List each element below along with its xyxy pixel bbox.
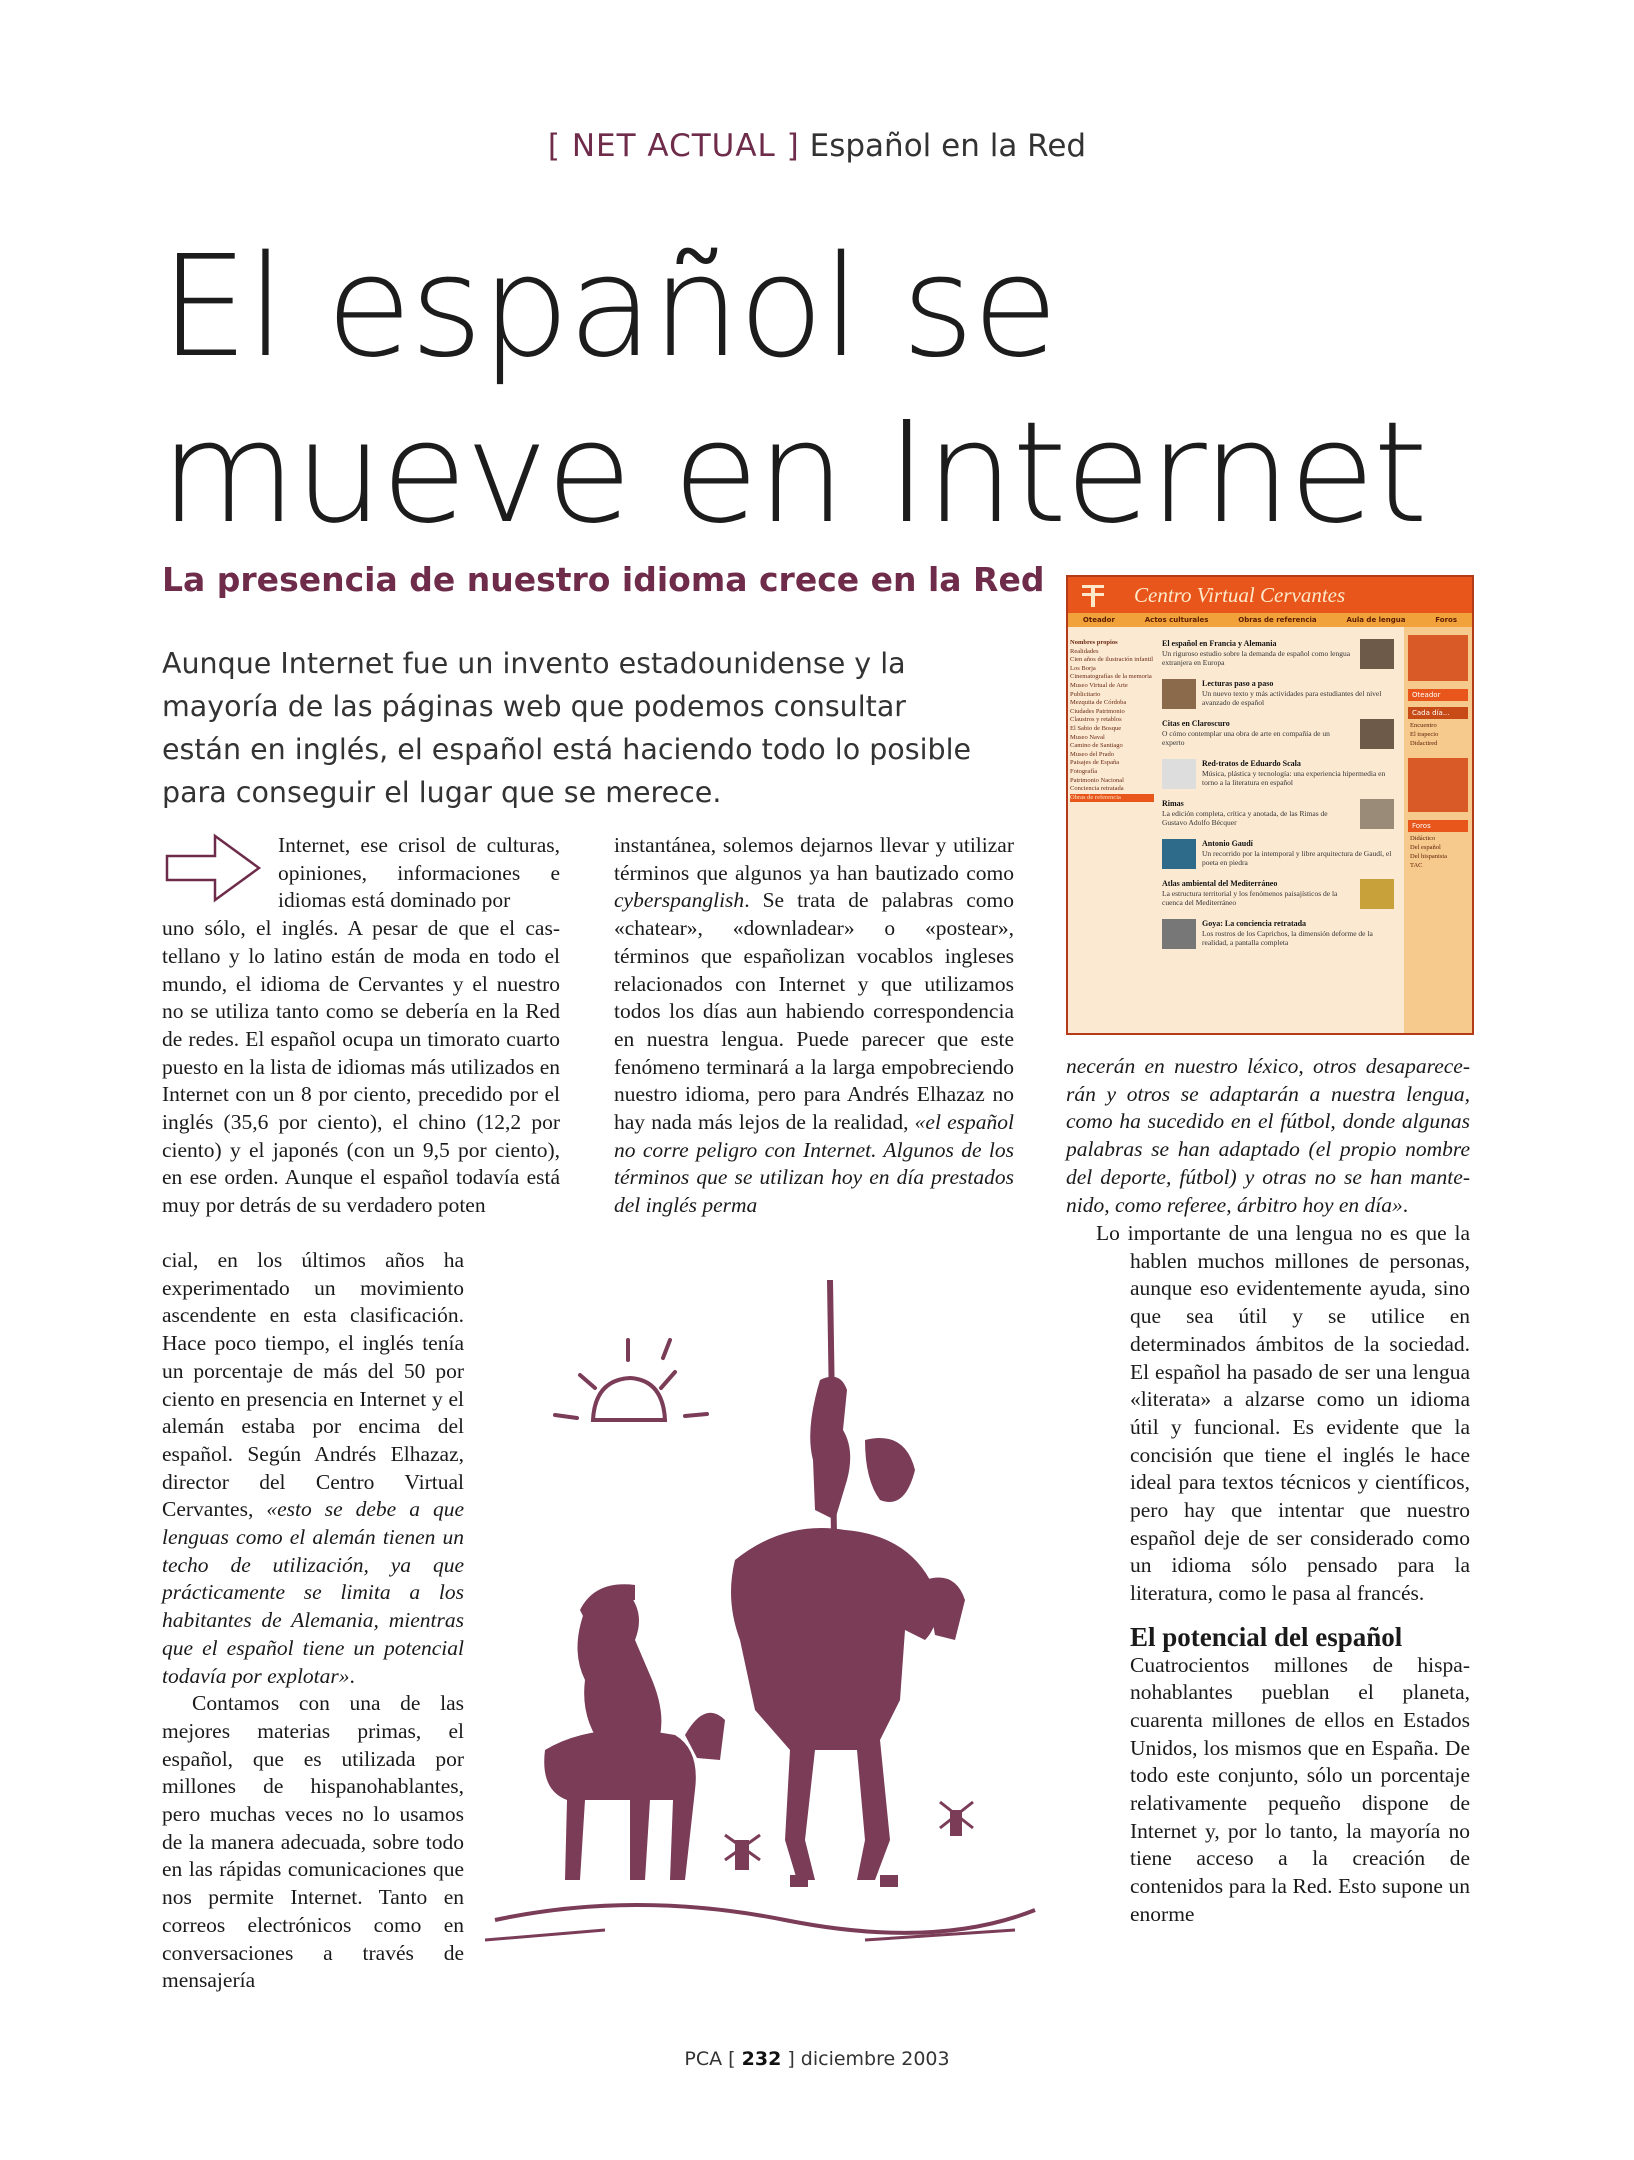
paragraph-1-end: cial, en los últimos años ha experimentado un movimiento ascendente en esta clasificación. Hace poco tiempo, el inglés tenía un porcentaje de más del 50 por ciento en presencia en Internet y el alemán estaba por encima del español. Según Andrés Elhazaz, director del Centro Virtual Cervantes, «esto se debe a que lenguas como el alemán tienen un techo de utilización, ya que prácticamente se limita a los habitantes de Alemania, mientras que el español tiene un potencial todavía por explotar». — [162, 1248, 465, 1688]
site-menu-item: Nombres propios — [1070, 639, 1118, 646]
site-feature: Rimas La edición completa, crítica y anotada, de las Rimas de Gustavo Adolfo Bécquer — [1162, 799, 1394, 831]
site-menu-item: Museo Naval — [1070, 733, 1105, 741]
paragraph-1-mid: uno sólo, el inglés. A pesar de que el castellano y lo latino están de moda en todo el mundo, el idioma de Cervantes y el nuestro no se utiliza tanto como se debería en la Red de redes. El español ocupa un timorato cuarto puesto en la lista de idiomas más utilizados en Internet con un 8 por ciento, precedido por el inglés (35,6 por ciento), el chino (12,2 por ciento) y el japonés (con un 9,5 por ciento), en ese orden. Aunque el español todavía está muy por detrás de su verdadero poten — [162, 916, 560, 1218]
paragraph-4: Cuatrocientos millones de hispanohablantes pueblan el planeta, cuarenta millones de ellos en Estados Unidos, los mismos que en España. De todo este conjunto, sólo un porcentaje relativamente pequeño dispone de Internet y, por lo tanto, la mayoría no tiene acceso a la creación de contenidos para la Red. Esto supone un enorme — [1130, 1652, 1470, 1926]
site-right-label: Cada día... — [1408, 707, 1468, 719]
site-nav-item: Actos culturales — [1144, 616, 1209, 624]
site-header — [1068, 577, 1472, 613]
site-menu-item: Cien años de ilustración infantil — [1070, 656, 1154, 664]
site-feature: Citas en Claroscuro O cómo contemplar una obra de arte en compañía de un experto — [1162, 719, 1394, 751]
site-nav-item: Aula de lengua — [1346, 616, 1406, 624]
site-menu-item: Fotografía — [1070, 767, 1098, 775]
site-menu-item: Realidades — [1070, 647, 1099, 655]
feature-thumbnail — [1360, 719, 1394, 749]
quote-continuation: necerán en nuestro léxico, otros desaparecerán y otros se adaptarán a nuestra lengua, como ha sucedido en el fútbol, donde algunas palabras se han adaptado (el propio nombre del deporte, fútbol) y otras no se han mantenido, como referee, árbitro hoy en día». — [1066, 1054, 1470, 1217]
column-1 — [162, 832, 560, 1220]
site-menu-item: Claustros y retablos — [1070, 716, 1122, 724]
feature-thumbnail — [1360, 639, 1394, 669]
article-lead: Aunque Internet fue un invento estadounidense y la mayoría de las páginas web que podemos consultar están en inglés, el español está haciendo todo lo posible para conseguir el lugar que se merece. — [162, 647, 972, 809]
site-nav-item: Oteador — [1082, 616, 1115, 624]
site-feature: Red-tratos de Eduardo Scala Música, plástica y tecnología: una experiencia hipermedia en torno a la literatura en español — [1162, 759, 1394, 791]
site-menu-item: Ciudades Patrimonio — [1070, 707, 1125, 715]
site-feature: Atlas ambiental del Mediterráneo La estructura territorial y los fenómenos paisajísticos de la cuenca del Mediterráneo — [1162, 879, 1394, 911]
site-right-list: Didáctico Del español Del hispanista TAC — [1410, 835, 1448, 869]
site-menu-item: Mezquita de Córdoba — [1070, 699, 1127, 707]
paragraph-2: Contamos con una de las mejores materias primas, el español, que es utilizada por millones de hispanohablantes, pero muchas veces no lo usamos de la manera adecuada, sobre todo en las rápidas comunicaciones que nos permite Internet. Tanto en correos electrónicos como en conversaciones a través de mensajería — [162, 1691, 464, 1993]
quixote-illustration — [485, 1280, 1045, 2000]
feature-thumbnail — [1162, 839, 1196, 869]
site-right-label: Oteador — [1408, 689, 1468, 701]
issue-date: diciembre 2003 — [800, 2048, 950, 2070]
feature-thumbnail — [1360, 879, 1394, 909]
site-feature: El español en Francia y Alemania Un riguroso estudio sobre la demanda de español como lengua extranjera en Europa — [1162, 639, 1394, 671]
site-title: Centro Virtual Cervantes — [1134, 583, 1346, 607]
column-3 — [1096, 1220, 1470, 1929]
site-main-list — [1162, 639, 1394, 959]
section-topic: Español en la Red — [809, 128, 1087, 164]
feature-thumbnail — [1162, 679, 1196, 709]
page-number: 232 — [741, 2048, 782, 2070]
feature-thumbnail — [1360, 799, 1394, 829]
centro-virtual-cervantes-screenshot — [1066, 575, 1474, 1035]
cervantes-logo-icon — [1082, 583, 1104, 607]
site-right-list: Encuentro El trapecio Didactired — [1410, 722, 1439, 747]
article-subtitle: La presencia de nuestro idioma crece en la Red — [162, 560, 1045, 599]
site-nav — [1068, 613, 1472, 627]
section-kicker — [0, 128, 1634, 164]
column-3-top — [1066, 1053, 1470, 1219]
site-right-column — [1404, 627, 1472, 1033]
page-footer: PCA [ 232 ] diciembre 2003 — [684, 2048, 950, 2070]
site-menu-item: Museo Virtual de Arte Publicitario — [1070, 681, 1128, 698]
site-menu-item: Los Borja — [1070, 664, 1096, 672]
title-line-1: El español se — [160, 226, 1057, 389]
paragraph-3: Lo importante de una lengua no es que la hablen muchos millones de personas, aunque eso evidentemente ayuda, sino que sea útil y se utilice en determinados ámbitos de la sociedad. El español ha pasado de ser una lengua «literata» a alzarse como un idioma útil y funcional. Es evidente que la concisión que tiene el inglés le hace ideal para textos técnicos y científicos, pero hay que intentar que nuestro español deje de ser considerado como un idioma sólo pensado para la literatura, como le pasa al francés. — [1096, 1221, 1470, 1606]
article-title — [160, 225, 1460, 557]
column-2 — [614, 832, 1014, 1220]
site-menu-item: Conciencia retratada — [1070, 785, 1124, 793]
site-feature: Antonio Gaudí Un recorrido por la intemporal y libre arquitectura de Gaudí, el poeta en piedra — [1162, 839, 1394, 871]
site-menu-item: Cinematografías de la memoria — [1070, 673, 1152, 681]
paragraph-1-start: Internet, ese crisol de culturas, opiniones, informaciones e idiomas está dominado por — [278, 833, 560, 913]
site-menu-item: Museo del Prado — [1070, 750, 1115, 758]
site-left-menu — [1070, 639, 1154, 802]
site-nav-item: Obras de referencia — [1238, 616, 1317, 624]
site-menu-highlight: Obras de referencia — [1070, 794, 1154, 803]
feature-thumbnail — [1162, 919, 1196, 949]
site-menu-item: El Sabio de Bosque — [1070, 724, 1122, 732]
site-nav-item: Foros — [1435, 616, 1458, 624]
publication-name: PCA — [684, 2048, 723, 2070]
site-menu-item: Camino de Santiago — [1070, 742, 1123, 750]
site-cervantes-banner — [1408, 758, 1468, 812]
section-label: [ NET ACTUAL ] — [547, 128, 800, 164]
site-feature: Goya: La conciencia retratada Los rostros de los Caprichos, la dimensión deforme de la realidad, a pantalla completa — [1162, 919, 1394, 951]
column-1-narrow — [162, 1247, 464, 1995]
paragraph-cyberspanglish: instantánea, solemos dejarnos llevar y utilizar términos que algunos ya han bautizado como cyberspanglish. Se trata de palabras como «chatear», «downladear» o «postear», términos que españolizan vocablos ingleses relacionados con Internet y que utilizamos todos los días aun habiendo correspondencia en nuestra lengua. Puede parecer que este fenómeno terminará a la larga empobreciendo nuestro idioma, pero para Andrés Elhazaz no hay nada más lejos de la realidad, «el español no corre peligro con Internet. Algunos de los términos que se utilizan hoy en día prestados del inglés perma — [614, 833, 1014, 1218]
site-right-label: Foros — [1408, 820, 1468, 832]
site-menu-item: Paisajes de España — [1070, 759, 1120, 767]
quote-elhazaz-1: «esto se debe a que lenguas como el alemán tienen un techo de utilización, ya que prácticamente se limita a los habitantes de Alemania, mientras que el español tiene un potencial todavía por explotar» — [162, 1497, 465, 1688]
site-menu-item: Patrimonio Nacional — [1070, 776, 1124, 784]
site-feature: Lecturas paso a paso Un nuevo texto y más actividades para estudiantes del nivel avanzado de español — [1162, 679, 1394, 711]
section-heading: El potencial del español — [1130, 1621, 1403, 1652]
term-cyberspanglish: cyberspanglish — [614, 888, 745, 913]
feature-thumbnail — [1162, 759, 1196, 789]
site-banner — [1408, 635, 1468, 681]
title-line-2: mueve en Internet — [160, 392, 1426, 555]
quote-elhazaz-2: «el español no corre peligro con Internet. Algunos de los términos que se utilizan hoy en día prestados del inglés perma — [614, 1110, 1014, 1218]
